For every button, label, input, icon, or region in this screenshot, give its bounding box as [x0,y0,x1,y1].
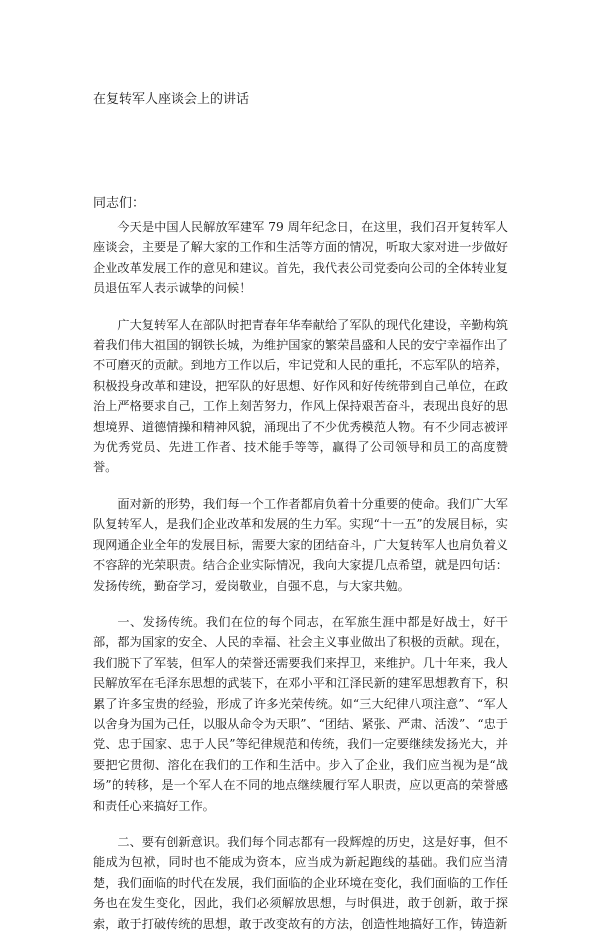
paragraph-innovation: 二、要有创新意识。我们每个同志都有一段辉煌的历史，这是好事，但不能成为包袱，同时也不能成为资本，应当成为新起跑线的基础。我们应当清楚，我们面临的时代在发展，我们面临的企业环境在变化，我们面临的工作任务也在发生变化，因此，我们必须解放思想，与时俱进，敢于创新，敢于探索，敢于打破传统的思想，敢于改变故有的方法，创造性地搞好工作，铸造新 [93,834,508,931]
paragraph-new-situation: 面对新的形势，我们每一个工作者都肩负着十分重要的使命。我们广大军队复转军人，是我们企业改革和发展的生力军。实现“十一五”的发展目标，实现网通企业全年的发展目标，需要大家的团结奋斗，广大复转军人也肩负着义不容辞的光荣职责。结合企业实际情况，我向大家提几点希望，就是四句话：发扬传统，勤奋学习，爱岗敬业，自强不息，与大家共勉。 [93,496,508,593]
paragraph-carry-on-traditions: 一、发扬传统。我们在位的每个同志，在军旅生涯中都是好战士，好干部，都为国家的安全、人民的幸福、社会主义事业做出了积极的贡献。现在，我们脱下了军装，但军人的荣誉还需要我们来捍卫，来维护。几十年来，我人民解放军在毛泽东思想的武装下，在邓小平和江泽民新的建军思想教育下，积累了许多宝贵的经验，形成了许多光荣传统。如“三大纪律八项注意”、“军人以舍身为国为己任，以服从命令为天职”、“团结、紧张、严肃、活泼”、“忠于党、忠于国家、忠于人民”等纪律规范和传统，我们一定要继续发扬光大，并要把它贯彻、溶化在我们的工作和生活中。步入了企业，我们应当视为是“战场”的转移，是一个军人在不同的地点继续履行军人职责，应以更高的荣誉感和责任心来搞好工作。 [93,614,508,813]
paragraph-contributions: 广大复转军人在部队时把青春年华奉献给了军队的现代化建设，辛勤构筑着我们伟大祖国的钢铁长城，为维护国家的繁荣昌盛和人民的安宁幸福作出了不可磨灭的贡献。到地方工作以后，牢记党和人民的重托，不忘军队的培养，积极投身改革和建设，把军队的好思想、好作风和好传统带到自己单位，在政治上严格要求自己，工作上刻苦努力，作风上保持艰苦奋斗，表现出良好的思想境界、道德情操和精神风貌，涌现出了不少优秀模范人物。有不少同志被评为优秀党员、先进工作者、技术能手等等，赢得了公司领导和员工的高度赞誉。 [93,317,508,475]
document-title: 在复转军人座谈会上的讲话 [93,92,250,107]
paragraph-intro: 今天是中国人民解放军建军 79 周年纪念日，在这里，我们召开复转军人座谈会，主要是了解大家的工作和生活等方面的情况，听取大家对进一步做好企业改革发展工作的意见和建议。首先，我代表公司党委向公司的全体转业复员退伍军人表示诚挚的问候！ [93,220,508,296]
document-body [93,217,508,950]
salutation: 同志们： [93,196,146,211]
